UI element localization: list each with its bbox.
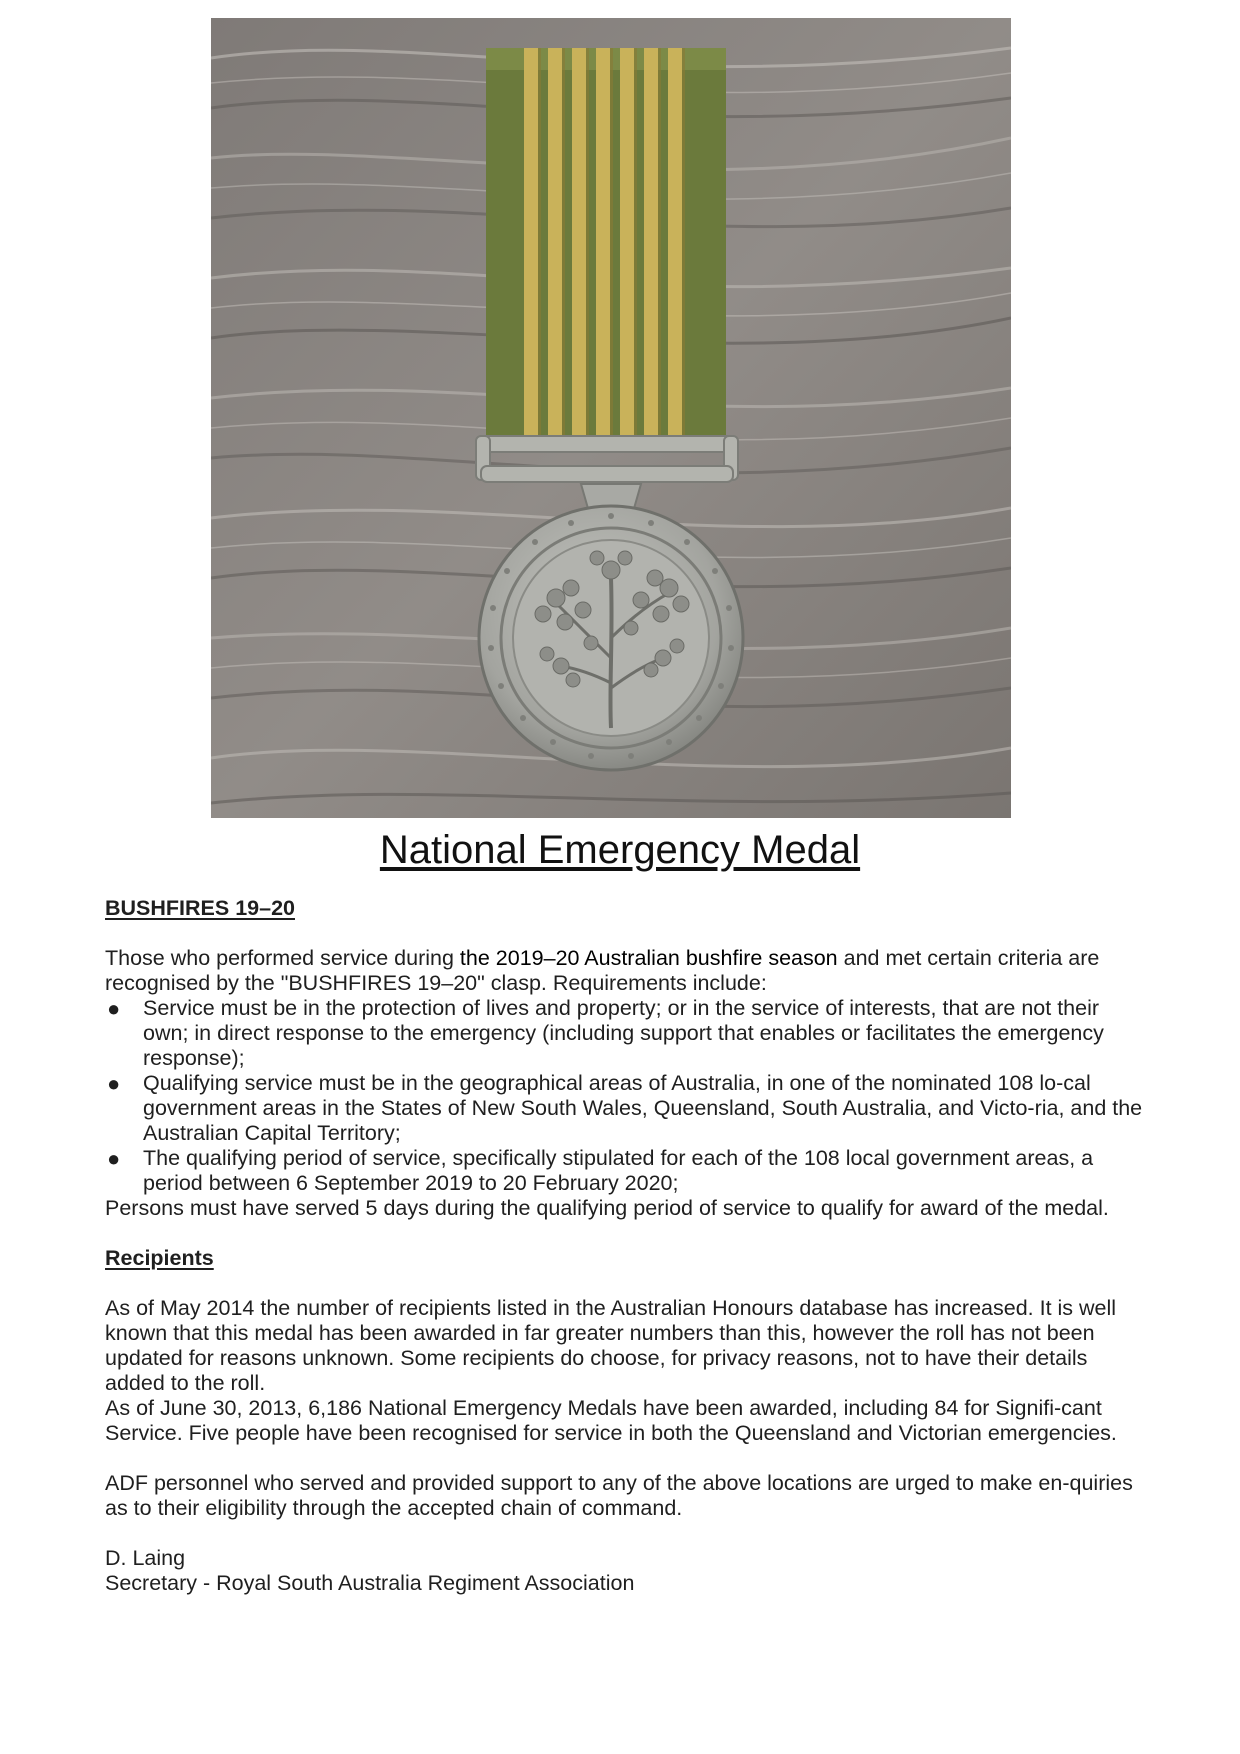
spacer: [105, 1521, 1145, 1546]
spacer: [105, 1446, 1145, 1471]
spacer: [105, 921, 1145, 946]
requirements-list: [105, 996, 1145, 1196]
intro-paragraph: [105, 946, 1145, 996]
section-heading-bushfires: BUSHFIRES 19–20: [105, 896, 295, 920]
page-title: National Emergency Medal: [379, 828, 861, 872]
spacer: [105, 1221, 1145, 1246]
bullet-icon: ●: [107, 1071, 121, 1096]
medal-photo: [211, 18, 1011, 818]
requirement-text: The qualifying period of service, specifically stipulated for each of the 108 local government areas, a period between 6 September 2019 to 20 February 2020;: [143, 1146, 1094, 1195]
list-item: [105, 1146, 1145, 1196]
intro-text-start: Those who performed service during: [105, 946, 460, 970]
list-item: [105, 996, 1145, 1071]
closing-paragraph: Persons must have served 5 days during the qualifying period of service to qualify for award of the medal.: [105, 1196, 1109, 1220]
adf-paragraph: ADF personnel who served and provided support to any of the above locations are urged to make en-quiries as to their eligibility through the accepted chain of command.: [105, 1471, 1133, 1520]
bullet-icon: ●: [107, 996, 121, 1021]
section-heading-recipients: Recipients: [105, 1246, 214, 1270]
signature-name: D. Laing: [105, 1546, 186, 1570]
document-body: [105, 896, 1145, 1596]
bullet-icon: ●: [107, 1146, 121, 1171]
bushfire-season-link[interactable]: the 2019–20 Australian bushfire season: [459, 946, 838, 970]
requirement-text: Service must be in the protection of lives and property; or in the service of interests, that are not their own; in direct response to the emergency (including support that enables or facilitates the emergency response);: [143, 996, 1104, 1070]
statistics-paragraph: As of June 30, 2013, 6,186 National Emergency Medals have been awarded, including 84 for Signifi-cant Service. Five people have been recognised for service in both the Queensland and Victorian emergencies.: [105, 1396, 1117, 1445]
requirement-text: Qualifying service must be in the geographical areas of Australia, in one of the nominated 108 lo-cal government areas in the States of New South Wales, Queensland, South Australia, and Victo-ria, and the Australian Capital Territory;: [143, 1071, 1143, 1145]
intro-text-end: and met certain criteria are recognised by the "BUSHFIRES 19–20" clasp. Requirements include:: [105, 946, 1100, 995]
spacer: [105, 1271, 1145, 1296]
list-item: [105, 1071, 1145, 1146]
recipients-paragraph: As of May 2014 the number of recipients listed in the Australian Honours database has increased. It is well known that this medal has been awarded in far greater numbers than this, however the roll has not been updated for reasons unknown. Some recipients do choose, for privacy reasons, not to have their details added to the roll.: [105, 1296, 1117, 1395]
signature-role: Secretary - Royal South Australia Regiment Association: [105, 1571, 635, 1595]
